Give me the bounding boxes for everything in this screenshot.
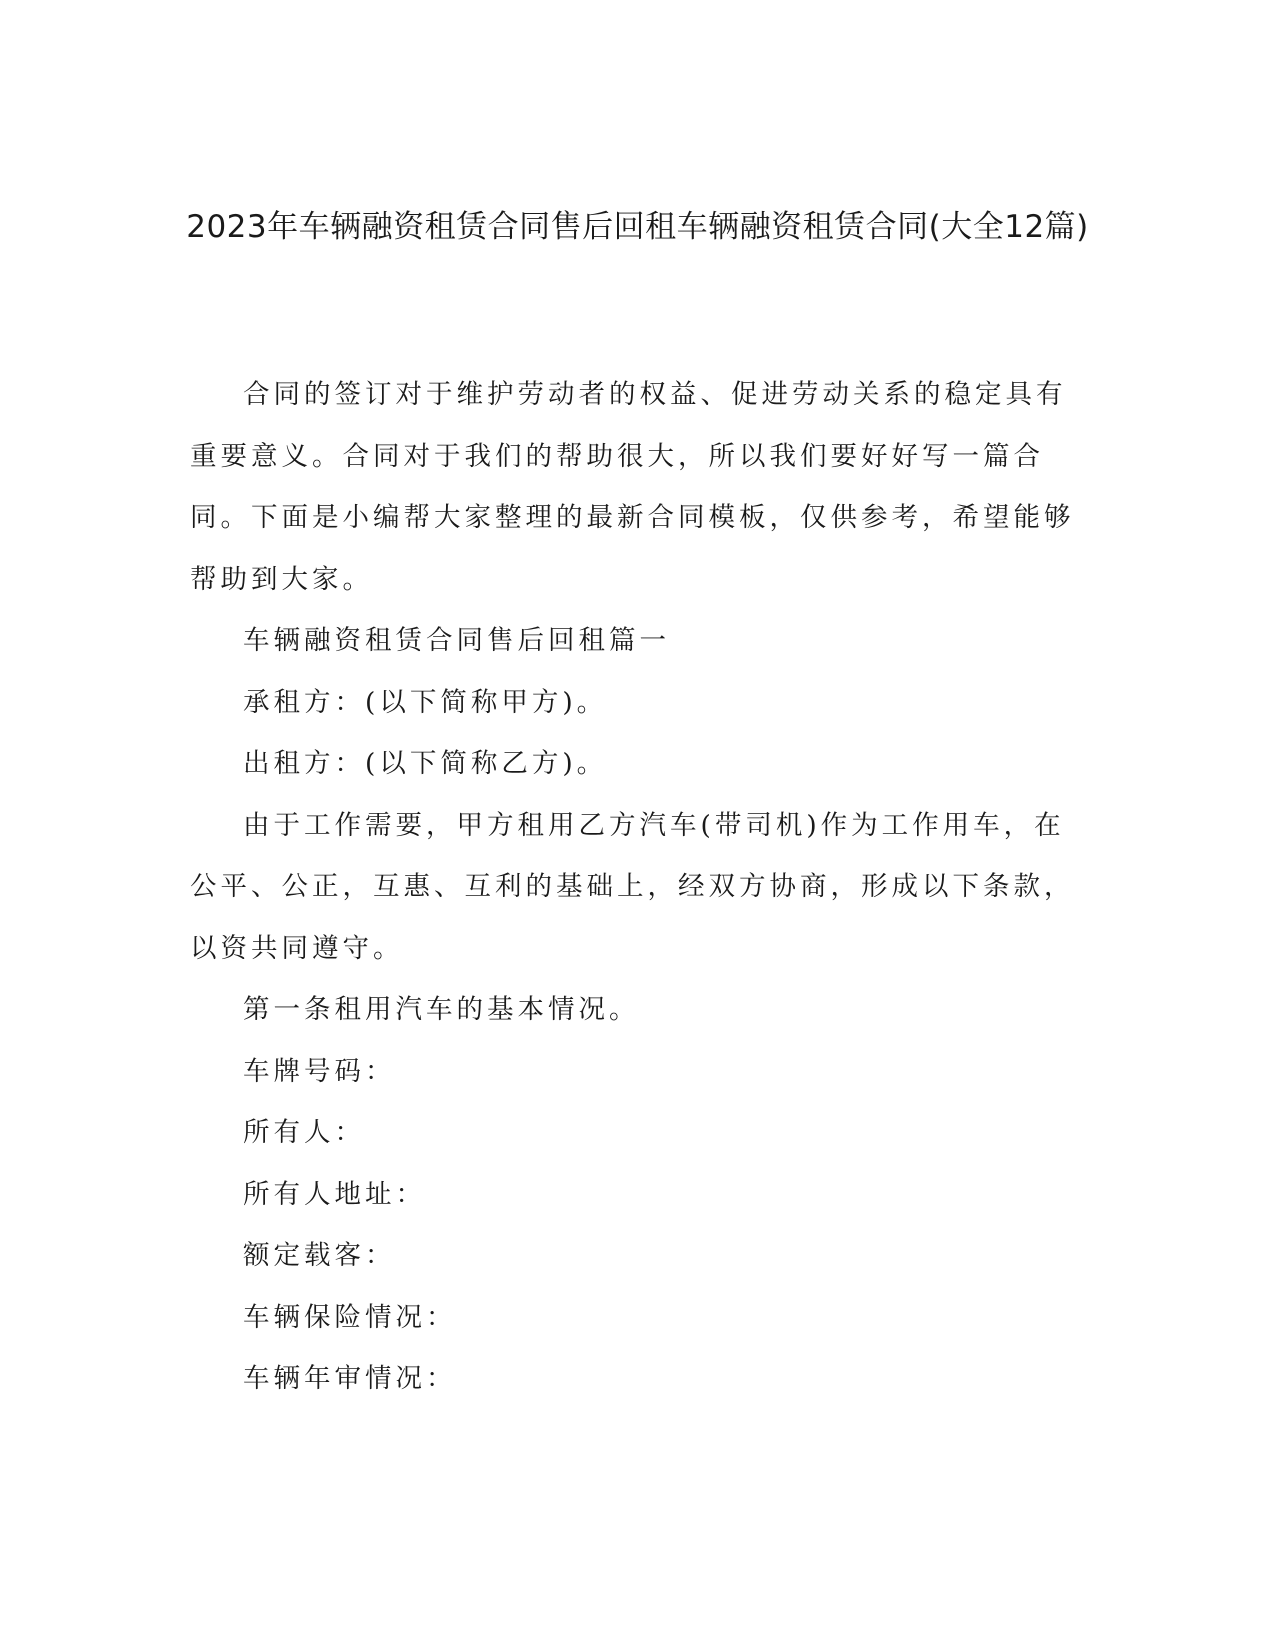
lessee-line: 承租方：(以下简称甲方)。 — [243, 686, 608, 718]
owner-field: 所有人： — [243, 1117, 365, 1148]
owner-address-field: 所有人地址： — [243, 1178, 426, 1210]
document-title: 2023年车辆融资租赁合同售后回租车辆融资租赁合同(大全12篇) — [186, 209, 1089, 245]
lessor-line: 出租方：(以下简称乙方)。 — [243, 748, 608, 779]
purpose-paragraph: 由于工作需要，甲方租用乙方汽车(带司机)作为工作用车，在公平、公正，互惠、互利的基础上，经双方协商，形成以下条款，以资共同遵守。 — [190, 809, 1075, 964]
document-body — [190, 364, 1080, 1410]
rated-passengers-field: 额定载客： — [243, 1240, 396, 1271]
article-one-heading: 第一条租用汽车的基本情况。 — [243, 994, 640, 1025]
intro-paragraph: 合同的签订对于维护劳动者的权益、促进劳动关系的稳定具有重要意义。合同对于我们的帮助很大，所以我们要好好写一篇合同。下面是小编帮大家整理的最新合同模板，仅供参考，希望能够帮助到大家。 — [190, 379, 1075, 595]
section-heading: 车辆融资租赁合同售后回租篇一 — [243, 625, 670, 656]
plate-number-field: 车牌号码： — [243, 1055, 396, 1087]
annual-inspection-field: 车辆年审情况： — [243, 1363, 457, 1394]
insurance-field: 车辆保险情况： — [243, 1301, 457, 1333]
